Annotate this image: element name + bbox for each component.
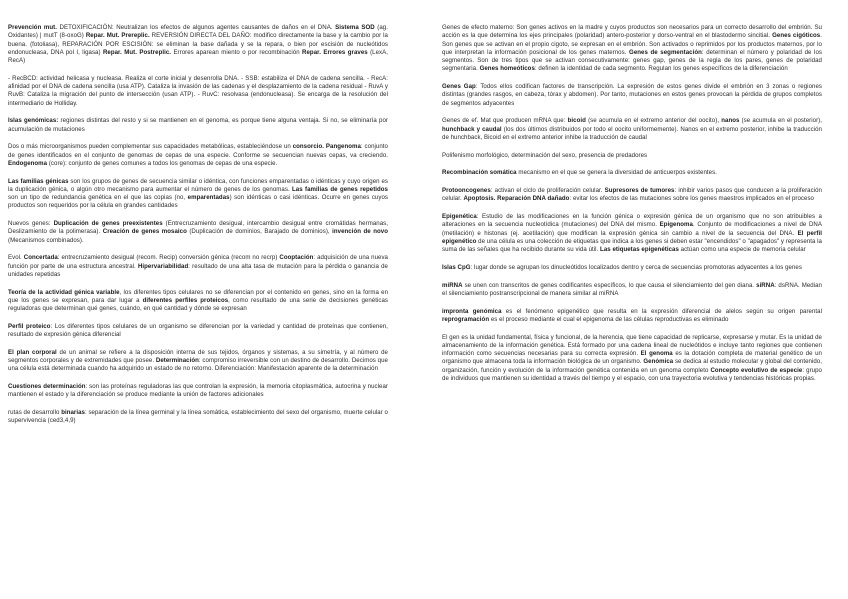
text-segment: : definen la identidad de cada segmento. Regulan los genes específicos de la diferenciación	[534, 65, 788, 73]
text-segment: REVERSIÓN DIRECTA DEL DAÑO: modifico directamente la base y la cambio por la buena. (fotoliasa), REPARACIÓN POR ESCISIÓN: se eliminan la base dañada y se la repara, o bien por escisión de nucleótidos endonucleasa, DNA pol I, ligasa)	[8, 32, 388, 56]
bold-term: miRNA	[442, 281, 463, 289]
bold-term: Teoría de la actividad génica variable	[8, 288, 120, 296]
bold-term: Creación de genes mosaico	[102, 228, 187, 236]
text-segment: (Mecanismos combinados).	[8, 236, 84, 244]
paragraph	[442, 334, 822, 384]
bold-term: Cuestiones determinación	[8, 383, 86, 390]
paragraph	[8, 143, 388, 168]
text-segment: - RecBCD: actividad helicasa y nucleasa. Realiza el corte inicial y desenrolla DNA. - SSB: estabiliza el DNA de cadena sencilla. - RecA: afinidad por el DNA de cadena sencilla (usa ATP). Cataliza la invasión de las cadenas y el desplazamiento de la cadena residual - RuvA y RuvB: Cataliza la migración del punto de intersección (usan ATP). - RuvC: resolvasa (endonucleasa). Se encarga de la resolución del intermediario de Holliday.	[8, 74, 388, 107]
text-segment: son los grupos de genes de secuencia similar o idéntica, con funciones emparentadas o idénticas y cuyo origen es la duplicación génica, o algún otro mecanismo para aumentar el número de genes de los genomas.	[8, 177, 388, 193]
bold-term: Genes Gap	[442, 83, 476, 90]
bold-term: bicoid	[567, 117, 586, 125]
bold-term: Pangenoma	[325, 143, 361, 151]
text-segment: (core): conjunto de genes comunes a todos los genomas de cepas de una especie.	[47, 159, 278, 167]
text-segment: : conjunto de genes identificados en el conjunto de genomas de cepas de una especie. Conforme se secuencian nuevas cepas, va creciendo.	[8, 143, 388, 159]
bold-term: Protooncogenes	[442, 187, 491, 194]
bold-term: Epigenoma	[659, 221, 693, 229]
bold-term: Genómica	[643, 358, 674, 366]
bold-term: El plan corporal	[8, 348, 57, 356]
bold-term: El perfil epigenético	[442, 229, 822, 245]
text-segment: . Conjunto de modificaciones a nivel de DNA (metilación) e histonas (ej. acetilación) que modifican la expresión génica sin cambio a nivel de la secuencia del DNA.	[442, 221, 822, 237]
paragraph	[8, 254, 388, 279]
bold-term: Genes de segmentación	[629, 48, 702, 56]
text-segment: actúan como una especie de memoria celular	[678, 246, 806, 253]
text-segment: se dedica al estudio molecular y global del contenido, organización, función y evolución de la información genética contenida en un genoma completo	[442, 358, 822, 374]
paragraph	[8, 323, 388, 340]
bold-term: impronta genómica	[442, 307, 502, 315]
text-segment: Errores aparean miento o por recombinación	[171, 48, 303, 56]
bold-term: Determinación	[155, 357, 199, 364]
text-segment: Polifenismo morfológico, determinación del sexo, presencia de predadores	[442, 151, 648, 159]
text-segment: rutas de desarrollo	[8, 409, 62, 416]
right-column	[442, 24, 822, 393]
bold-term: Las familias de genes repetidos	[292, 185, 389, 193]
text-segment: : compromiso irreversible con un destino de desarrollo. Decimos que una célula está determinada cuando ha adquirido un estado de no retorno. Diferenciación: Manifestación aparente de la determinación	[8, 357, 389, 373]
bold-term: diferentes perfiles proteicos	[142, 296, 229, 304]
text-segment: (LexA, RecA)	[8, 48, 388, 64]
text-segment: . Son genes que se activan en el propio cigoto, se expresan en el embrión. Son activados o reprimidos por los productos maternos, por lo que interpretan la información posicional de los genes maternos.	[442, 32, 822, 56]
paragraph	[442, 169, 822, 177]
bold-term: Perfil proteico	[8, 322, 51, 330]
bold-term: Recombinación somática	[442, 169, 517, 177]
bold-term: Supresores de tumores	[604, 187, 675, 194]
paragraph	[442, 152, 822, 160]
text-segment: : dsRNA. Median el silenciamiento postranscripcional de manera similar al miRNA	[442, 281, 822, 297]
text-segment: : lugar donde se agrupan los dinucleótidos localizados dentro y cerca de secuencias promotoras adyacentes a los genes	[470, 263, 802, 271]
paragraph	[8, 117, 388, 134]
text-segment: de una célula es una colección de etiquetas que indica a los genes si deben estar "encendidos" o "apagados" y representa la suma de las señales que ha recibido durante su vida útil.	[442, 237, 822, 253]
paragraph	[442, 264, 822, 272]
text-segment: El gen es la unidad fundamental, física y funcional, de la herencia, que tiene capacidad de replicarse, expresarse y mutar. Es la unidad de almacenamiento de la información genética. Está formado por una cadena lineal de nucleótidos e incluye tanto regiones que contienen información como secuencias necesarias para su correcta expresión.	[442, 333, 822, 357]
left-column	[8, 24, 388, 435]
text-segment: (Duplicación de dominios, Barajado de dominios),	[186, 228, 333, 236]
text-segment: son un tipo de redundancia genética en el que las copias (no,	[8, 194, 188, 201]
text-segment: , los diferentes tipos celulares no se diferencian por el contenido en genes, sino en la forma en que los genes se expresan, para dar lugar a	[8, 288, 389, 304]
text-segment: Dos o más microorganismos pueden complementar sus capacidades metabólicas, estableciéndose un	[8, 143, 293, 151]
bold-term: Prevención mut.	[8, 24, 57, 31]
bold-term: emparentadas	[187, 194, 230, 201]
text-segment: regiones distintas del resto y si se mantienen en el genoma, es porque tiene alguna ventaja. Si no, se eliminaría por acumulación de mutaciones	[8, 117, 388, 133]
bold-term: Concepto evolutivo de especie	[710, 366, 803, 374]
text-segment: Nuevos genes:	[8, 220, 54, 227]
bold-term: Endogenoma	[8, 159, 48, 167]
paragraph	[442, 24, 822, 74]
text-segment: : inhibir varios pasos que conducen a la proliferación celular.	[442, 187, 822, 203]
text-segment: (se acumula en el posterior),	[739, 117, 822, 125]
bold-term: Las etiquetas epigenéticas	[600, 246, 679, 253]
text-segment: : determinan el número y polaridad de los segmentos. Son de tres tipos que se activan consecutivamente: genes gap, genes de la regla de los pares, genes de polaridad segmentaria.	[442, 48, 822, 73]
bold-term: binarias	[61, 409, 85, 416]
paragraph	[8, 383, 388, 400]
text-segment: : Estudio de las modificaciones en la función génica o expresión génica de un organismo que no son atribuibles a alteraciones en la secuencia nucleotídica (mutaciones) del DNA del mismo.	[442, 213, 822, 229]
text-segment: : Todos ellos codifican factores de transcripción. La expresión de estos genes divide el embrión en 3 zonas o regiones distintas (grandes rasgos, en cabeza, tórax y abdomen). Por tanto, mutaciones en estos genes provocan la pérdida de grupos completos de segmentos adyacentes	[442, 83, 822, 107]
paragraph	[8, 220, 388, 245]
text-segment: ) son idénticas o casi idénticas. Ocurre en genes cuyos productos son requeridos por la célula en grandes cantidades	[8, 194, 388, 210]
text-segment: : activan el ciclo de proliferación celular.	[490, 187, 605, 194]
text-segment: Evol.	[8, 254, 24, 262]
text-segment: : resultado de una alta tasa de mutación para la pérdida o ganancia de unidades repetidas	[8, 262, 388, 278]
text-segment: es la dotación completa de material genético de un organismo que almacena toda la información biológica de un organismo.	[442, 350, 822, 366]
bold-term: Repar. Mut. Postreplic.	[102, 48, 172, 56]
paragraph	[8, 24, 388, 65]
paragraph	[442, 308, 822, 325]
text-segment: Genes de ef. Mat que producen mRNA que:	[442, 117, 568, 125]
bold-term: Apoptosis. Reparación DNA dañado	[463, 195, 570, 203]
text-segment: (ag. Oxidantes) | mutT (8-oxoG)	[8, 24, 388, 40]
bold-term: Islas genómicas:	[8, 117, 59, 125]
text-segment: (se acumula en el extremo anterior del oocito),	[585, 117, 722, 125]
text-segment: : separación de la línea germinal y la línea somática, establecimiento del sexo del organismo, muerte celular o supervivencia (ced3,4,9)	[8, 409, 388, 425]
paragraph	[442, 117, 822, 142]
bold-term: consorcio.	[292, 143, 325, 151]
text-segment: mecanismo en el que se genera la diversidad de anticuerpos existentes.	[516, 169, 717, 177]
text-segment: , como resultado de una serie de decisiones genéticas reguladoras que determinan qué genes, cuándo, en qué cantidad y dónde se expresan	[8, 296, 388, 312]
bold-term: Sistema SOD	[335, 24, 375, 31]
bold-term: hunchback y caudal	[442, 125, 502, 133]
paragraph	[8, 75, 388, 108]
bold-term: reprogramación	[442, 315, 490, 323]
text-segment: (Entrecruzamiento desigual, intercambio desigual entre cromátidas hermanas, Deslizamiento de la polimerasa).	[8, 220, 388, 236]
text-segment: : grupo de individuos que mantienen su identidad a través del tiempo y el espacio, con una trayectoria evolutiva y tendencias históricas propias.	[442, 366, 822, 382]
text-segment: : adquisición de una nueva función por parte de una estructura ancestral.	[8, 254, 388, 270]
paragraph	[8, 289, 388, 314]
text-segment: : Los diferentes tipos celulares de un organismo se diferencian por la variedad y cantidad de proteínas que contienen, resultado de expresión génica diferencial	[8, 322, 388, 338]
bold-term: Hipervariabilidad	[137, 262, 189, 270]
text-segment: Genes de efecto materno: Son genes activos en la madre y cuyos productos son necesarios para un correcto desarrollo del embrión. Su acción es la que determina los ejes principales (polaridad) antero-posterior y dorso-ventral en el blastodermo sincitial.	[442, 24, 822, 40]
bold-term: Cooptación	[279, 254, 314, 262]
bold-term: Genes cigóticos	[772, 32, 821, 40]
bold-term: Islas CpG	[442, 263, 471, 271]
bold-term: invención de novo	[332, 228, 388, 236]
bold-term: Epigenética	[442, 213, 477, 220]
bold-term: El genoma	[640, 350, 673, 357]
text-segment: (los dos últimos distribuidos por todo el oocito uniformemente). Nanos en el extremo posterior, inhibe la traducción de hunchback, Bicoid en el extremo anterior inhibe la traducción de caudal	[442, 125, 822, 141]
text-segment: : entrecruzamiento desigual (recom. Recip) conversión génica (recom no recrp)	[57, 254, 280, 262]
text-segment: es el fenómeno epigenético que resulta en la expresión diferencial de alelos según su origen parental	[501, 307, 822, 315]
bold-term: Duplicación de genes preexistentes	[53, 220, 163, 227]
paragraph	[442, 282, 822, 299]
bold-term: Concertada	[23, 254, 58, 262]
bold-term: Las familias génicas	[8, 177, 69, 185]
bold-term: siRNA	[756, 281, 775, 289]
text-segment: se unen con transcritos de genes codificantes específicos, lo que causa el silenciamiento del gen diana.	[462, 281, 757, 289]
text-segment: DETOXIFICACIÓN: Neutralizan los efectos de algunos agentes causantes de daños en el DNA.	[56, 24, 336, 31]
paragraph	[8, 349, 388, 374]
bold-term: Repar. Errores graves	[302, 48, 368, 56]
text-segment: es el proceso mediante el cual el epigenoma de las células reproductivas es eliminado	[489, 315, 729, 323]
text-segment: : evitar los efectos de las mutaciones sobre los genes maestros implicados en el proceso	[569, 195, 814, 203]
paragraph	[8, 409, 388, 426]
paragraph	[442, 187, 822, 204]
bold-term: nanos	[721, 117, 740, 125]
bold-term: Repar. Mut. Prereplic.	[85, 32, 150, 40]
bold-term: Genes homeóticos	[479, 65, 535, 73]
paragraph	[8, 178, 388, 211]
paragraph	[442, 83, 822, 108]
text-segment: : son las proteínas reguladoras las que controlan la expresión, la memoria citoplasmática, autocrina y nuclear mantienen el estado y la diferenciación se produce mediante la unión de factores adicionales	[8, 383, 389, 399]
paragraph	[442, 213, 822, 254]
text-segment: de un animal se refiere a la disposición interna de sus tejidos, órganos y sistemas, a su simetría, y al número de segmentos corporales y de extremidades que posee.	[8, 348, 388, 364]
